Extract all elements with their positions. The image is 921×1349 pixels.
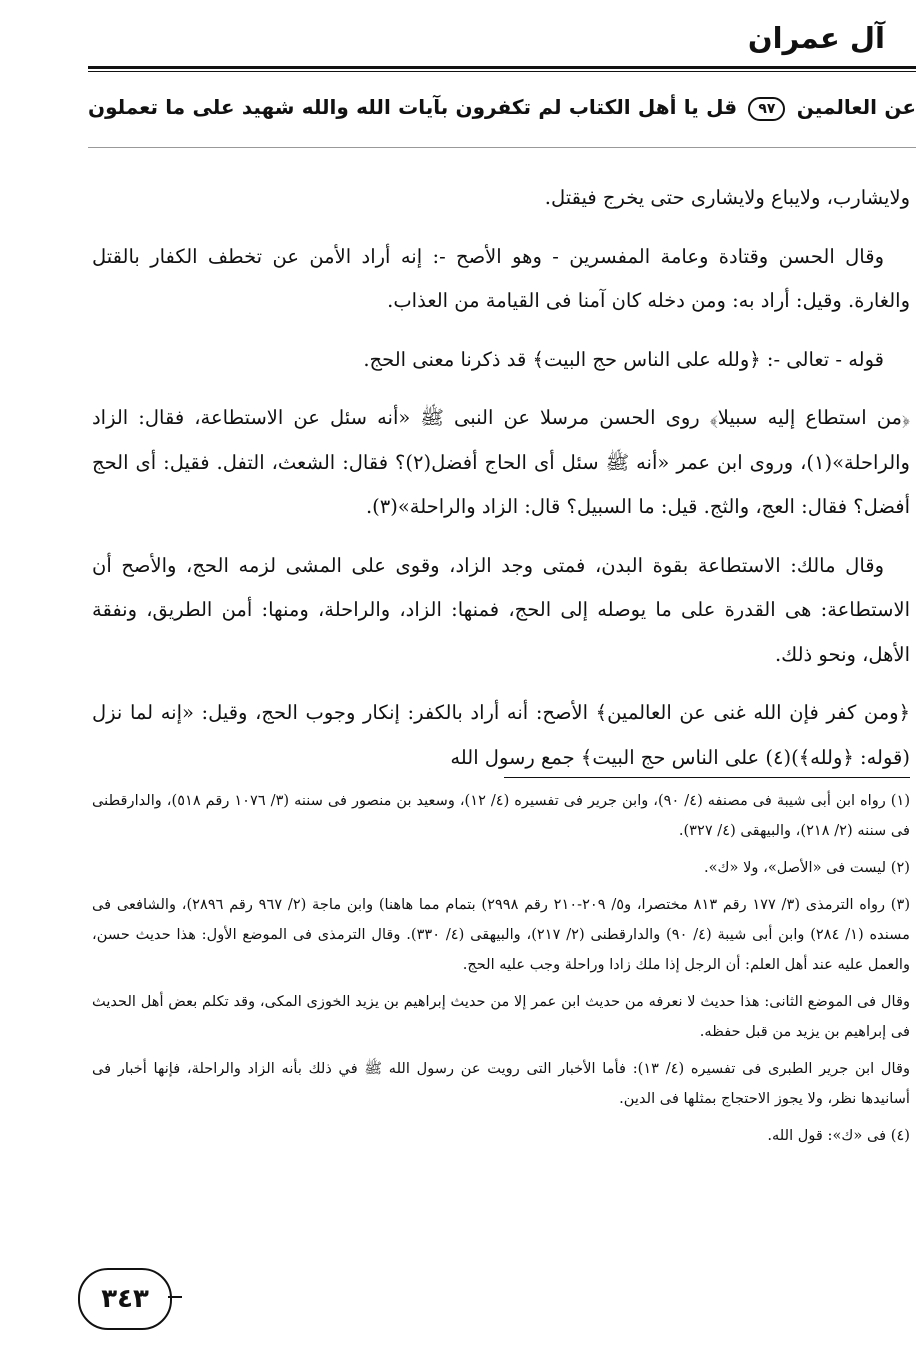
footnote: وقال ابن جرير الطبرى فى تفسيره (٤/ ١٣): فأما الأخبار التى رويت عن رسول الله ﷺ في ذلك بأنه الزاد والراحلة، فإنها أخبار فى أسانيدها نظر، ولا يجوز الاحتجاج بمثلها فى الدين.: [92, 1060, 911, 1107]
body-paragraph: قوله - تعالى -: ﴿ولله على الناس حج البيت﴾ قد ذكرنا معنى الحج.: [363, 347, 884, 371]
ayah-number-marker: ٩٧: [748, 97, 785, 121]
surah-title: آل عمران: [747, 21, 885, 55]
header-rule-thick: [88, 66, 916, 69]
body-paragraph: وقال الحسن وقتادة وعامة المفسرين - وهو الأصح -: إنه أراد الأمن عن تخطف الكفار بالقتل والغارة. وقيل: أراد به: ومن دخله كان آمنا فى القيامة من العذاب.: [92, 244, 910, 312]
commentary-body: [92, 176, 910, 786]
page-number: ٣٤٣: [78, 1268, 172, 1330]
body-paragraph: ﴿من استطاع إليه سبيلا﴾ روى الحسن مرسلا عن النبى ﷺ «أنه سئل عن الاستطاعة، فقال: الزاد والراحلة»(١)، وروى ابن عمر «أنه ﷺ سئل أى الحاج أفضل(٢)؟ فقال: الشعث، التفل. فقيل: أى الحج أفضل؟ فقال: العج، والثج. قيل: ما السبيل؟ قال: الزاد والراحلة»(٣).: [92, 406, 910, 518]
footnote: وقال فى الموضع الثانى: هذا حديث لا نعرفه من حديث ابن عمر إلا من حديث إبراهيم بن يزيد الخوزى المكى، وقد تكلم بعض أهل الحديث فى إبراهيم بن يزيد من قبل حفظه.: [92, 993, 910, 1040]
footnote: (٤) فى «ك»: قول الله.: [767, 1127, 910, 1144]
body-paragraph: ﴿ومن كفر فإن الله غنى عن العالمين﴾ الأصح: أنه أراد بالكفر: إنكار وجوب الحج، وقيل: «إنه لما نزل (قوله: ﴿ولله﴾)(٤) على الناس حج البيت﴾ جمع رسول الله: [92, 701, 910, 769]
verse-text-end: قل يا أهل الكتاب لم تكفرون بآيات الله والله شهيد على ما تعملون: [88, 95, 738, 119]
quran-verse-line: [88, 80, 916, 134]
body-paragraph: ولايشارب، ولايباع ولايشارى حتى يخرج فيقتل.: [544, 186, 910, 209]
verse-text-start: عن العالمين: [796, 95, 916, 119]
footnote: (٣) رواه الترمذى (٣/ ١٧٧ رقم ٨١٣ مختصرا، و٥/ ٢٠٩-٢١٠ رقم ٢٩٩٨) بتمام مما هاهنا) وابن ماجة (٢/ ٩٦٧ رقم ٢٨٩٦)، والشافعى فى مسنده (١/ ٢٨٤) وابن أبى شيبة (٤/ ٩٠) والدارقطنى (٢/ ٢١٧)، والبيهقى (٤/ ٣٣٠). وقال الترمذى فى الموضع الأول: هذا حديث حسن، والعمل عليه عند أهل العلم: أن الرجل إذا ملك زادا وراحلة وجب عليه الحج.: [92, 896, 911, 973]
page-number-ornament: [168, 1296, 182, 1298]
footnote: (٢) ليست فى «الأصل»، ولا «ك».: [703, 859, 910, 876]
footnote-separator: [504, 777, 910, 778]
footnote: (١) رواه ابن أبى شيبة فى مصنفه (٤/ ٩٠)، وابن جرير فى تفسيره (٤/ ١٢)، وسعيد بن منصور فى سننه (٣/ ١٠٧٦ رقم ٥١٨)، والدارقطنى فى سننه (٢/ ٢١٨)، والبيهقى (٤/ ٣٢٧).: [92, 792, 911, 839]
header-rule-thin: [88, 71, 916, 72]
footnotes: [92, 786, 910, 1158]
body-paragraph: وقال مالك: الاستطاعة بقوة البدن، فمتى وجد الزاد، وقوى على المشى لزمه الحج، والأصح أن الاستطاعة: هى القدرة على ما يوصله إلى الحج، فمنها: الزاد، والراحلة، ومنها: أمن الطريق، ونفقة الأهل، ونحو ذلك.: [92, 553, 910, 666]
verse-separator-rule: [88, 147, 916, 148]
